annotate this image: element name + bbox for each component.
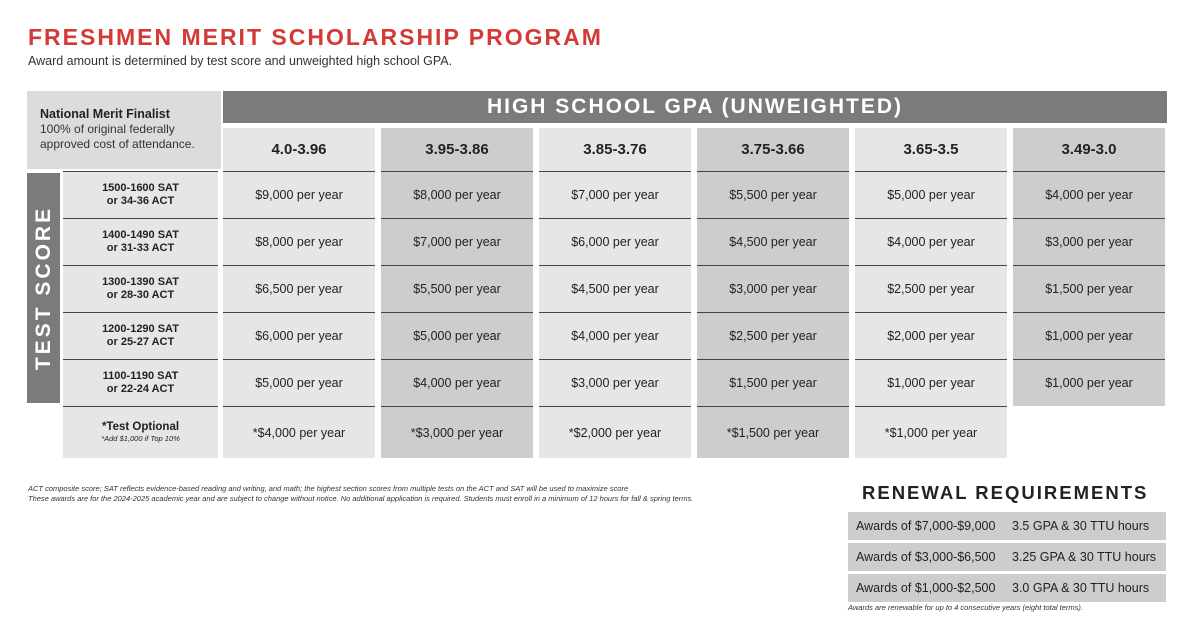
gpa-column xyxy=(381,128,533,458)
award-cell: $6,500 per year xyxy=(223,265,375,312)
renewal-amount: Awards of $7,000-$9,000 xyxy=(856,519,996,533)
row-label-act: or 28-30 ACT xyxy=(106,289,175,301)
row-label-sat: 1200-1290 SAT xyxy=(102,323,179,335)
renewal-title: RENEWAL REQUIREMENTS xyxy=(862,482,1149,503)
award-cell: $5,000 per year xyxy=(223,359,375,406)
award-cell: $9,000 per year xyxy=(223,171,375,218)
page-title: FRESHMEN MERIT SCHOLARSHIP PROGRAM xyxy=(28,24,603,50)
award-cell: $6,000 per year xyxy=(223,312,375,359)
row-label-sat: 1500-1600 SAT xyxy=(102,182,179,194)
row-labels xyxy=(63,171,218,458)
row-label-sat: 1400-1490 SAT xyxy=(102,229,179,241)
national-merit-line1: 100% of original federally xyxy=(40,122,175,136)
footnote-line: ACT composite score; SAT reflects evidence-based reading and writing, and math; the highest section scores from multiple tests on the ACT and SAT will be used to maximize score xyxy=(28,484,629,493)
gpa-column-header: 3.85-3.76 xyxy=(539,128,691,171)
award-cell: $3,000 per year xyxy=(697,265,849,312)
renewal-note: Awards are renewable for up to 4 consecutive years (eight total terms). xyxy=(848,603,1083,612)
test-score-text: TEST SCORE xyxy=(31,205,55,371)
row-label xyxy=(63,218,218,265)
gpa-header: HIGH SCHOOL GPA (UNWEIGHTED) xyxy=(223,91,1167,123)
award-cell: $4,000 per year xyxy=(1013,171,1165,218)
row-label-act: or 25-27 ACT xyxy=(106,336,175,348)
gpa-column-header: 3.95-3.86 xyxy=(381,128,533,171)
page-subtitle: Award amount is determined by test score and unweighted high school GPA. xyxy=(28,54,453,68)
award-cell: $8,000 per year xyxy=(223,218,375,265)
award-cell-optional: *$3,000 per year xyxy=(381,406,533,458)
row-label-sat: 1100-1190 SAT xyxy=(102,370,179,382)
award-cell: $7,000 per year xyxy=(381,218,533,265)
award-cell: $1,500 per year xyxy=(697,359,849,406)
award-cell: $2,500 per year xyxy=(855,265,1007,312)
renewal-requirement: 3.25 GPA & 30 TTU hours xyxy=(1012,550,1157,564)
row-label xyxy=(63,312,218,359)
test-optional-note: *Add $1,000 if Top 10% xyxy=(101,434,180,443)
row-label-act: or 34-36 ACT xyxy=(106,195,175,207)
row-label-act: or 22-24 ACT xyxy=(106,383,175,395)
gpa-column xyxy=(539,128,691,458)
award-cell: $2,500 per year xyxy=(697,312,849,359)
award-cell: $4,500 per year xyxy=(539,265,691,312)
award-cell: $6,000 per year xyxy=(539,218,691,265)
award-cell: $3,000 per year xyxy=(539,359,691,406)
renewal-amount: Awards of $1,000-$2,500 xyxy=(856,581,996,595)
award-cell: $3,000 per year xyxy=(1013,218,1165,265)
award-cell: $7,000 per year xyxy=(539,171,691,218)
gpa-column-header: 3.75-3.66 xyxy=(697,128,849,171)
renewal-requirement: 3.5 GPA & 30 TTU hours xyxy=(1012,519,1150,533)
award-cell: $4,000 per year xyxy=(855,218,1007,265)
award-cell: $1,000 per year xyxy=(1013,312,1165,359)
gpa-column xyxy=(855,128,1007,458)
award-cell: $2,000 per year xyxy=(855,312,1007,359)
test-optional-label: *Test Optional xyxy=(101,421,180,433)
gpa-column-header: 3.49-3.0 xyxy=(1013,128,1165,171)
gpa-column-header: 4.0-3.96 xyxy=(223,128,375,171)
award-cell: $1,000 per year xyxy=(1013,359,1165,406)
national-merit-title: National Merit Finalist xyxy=(40,107,170,121)
award-cell: $8,000 per year xyxy=(381,171,533,218)
row-label-act: or 31-33 ACT xyxy=(106,242,175,254)
award-cell: $4,500 per year xyxy=(697,218,849,265)
gpa-column-header: 3.65-3.5 xyxy=(855,128,1007,171)
row-label xyxy=(63,171,218,218)
award-cell: $5,500 per year xyxy=(381,265,533,312)
footnotes xyxy=(28,484,693,504)
renewal-table xyxy=(848,512,1166,605)
award-cell-optional: *$1,500 per year xyxy=(697,406,849,458)
footnote-line: These awards are for the 2024-2025 academic year and are subject to change without notice. No additional application is required. Students must enroll in a minimum of 12 hours for fall & spring terms. xyxy=(28,494,694,503)
award-cell-optional: *$1,000 per year xyxy=(855,406,1007,458)
renewal-row xyxy=(848,543,1166,571)
award-cell: $4,000 per year xyxy=(539,312,691,359)
award-cell: $5,000 per year xyxy=(855,171,1007,218)
renewal-amount: Awards of $3,000-$6,500 xyxy=(856,550,996,564)
award-cell-optional: *$2,000 per year xyxy=(539,406,691,458)
award-cell: $1,500 per year xyxy=(1013,265,1165,312)
renewal-row xyxy=(848,512,1166,540)
row-label-sat: 1300-1390 SAT xyxy=(102,276,179,288)
test-score-label xyxy=(27,173,60,403)
national-merit-line2: approved cost of attendance. xyxy=(40,137,195,151)
row-label xyxy=(63,359,218,406)
gpa-column xyxy=(1013,128,1165,406)
award-cell: $4,000 per year xyxy=(381,359,533,406)
row-label-test-optional xyxy=(63,406,218,458)
gpa-column xyxy=(223,128,375,458)
gpa-column xyxy=(697,128,849,458)
renewal-row xyxy=(848,574,1166,602)
row-label xyxy=(63,265,218,312)
award-cell-optional: *$4,000 per year xyxy=(223,406,375,458)
award-cell: $1,000 per year xyxy=(855,359,1007,406)
award-cell: $5,500 per year xyxy=(697,171,849,218)
renewal-requirement: 3.0 GPA & 30 TTU hours xyxy=(1012,581,1150,595)
award-cell: $5,000 per year xyxy=(381,312,533,359)
national-merit-box xyxy=(27,91,221,169)
